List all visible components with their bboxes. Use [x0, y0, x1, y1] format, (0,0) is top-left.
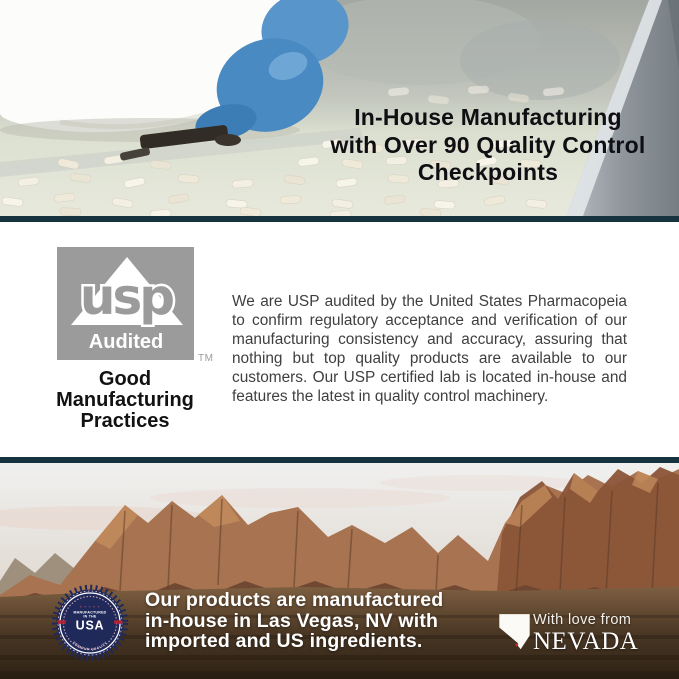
gmp-title	[35, 369, 215, 432]
las-vegas-section	[0, 463, 679, 679]
usp-description: We are USP audited by the United States Pharmacopeia to confirm regulatory acceptance and verification of our manufacturing consistency and accuracy, assuring that nothing but top quality products are available to our customers. Our USP certified lab is located in-house and features the latest in quality control machinery.	[232, 293, 627, 405]
made-in-usa-badge	[51, 584, 129, 662]
headline-line-2: with Over 90 Quality Control	[330, 131, 646, 158]
headline-line-1: In-House Manufacturing	[354, 104, 622, 130]
nevada-mark	[498, 613, 638, 654]
badge-top-line-1: MANUFACTURED	[73, 610, 107, 615]
nevada-text	[533, 613, 638, 654]
nevada-tagline: With love from	[533, 612, 632, 628]
nevada-state-icon	[498, 613, 531, 651]
headline	[312, 104, 664, 187]
gmp-line-2: Manufacturing	[56, 389, 194, 411]
manufacturing-photo-section	[0, 0, 679, 216]
trademark-symbol: TM	[198, 353, 214, 364]
gmp-line-3: Practices	[80, 410, 170, 432]
badge-top-line-2: IN THE	[83, 614, 97, 619]
usp-acronym: usp	[79, 268, 173, 326]
usp-audited-label: Audited	[88, 331, 164, 353]
badge-stars-icon: ★ ★ ★ ★ ★	[79, 605, 101, 609]
message-line-2: in-house in Las Vegas, NV with	[145, 609, 439, 632]
usp-audited-section	[0, 222, 679, 457]
gmp-line-1: Good	[98, 368, 152, 390]
badge-bottom-arc: PREMIUM QUALITY	[71, 640, 109, 652]
manufacturing-message	[145, 590, 443, 652]
message-line-1: Our products are manufactured	[145, 589, 444, 611]
badge-usa-label: USA	[75, 618, 105, 633]
nevada-name: NEVADA	[533, 628, 639, 655]
usp-audited-logo	[57, 247, 194, 360]
heart-icon: ♥	[514, 642, 519, 650]
headline-line-3: Checkpoints	[417, 159, 559, 185]
message-line-3: imported and US ingredients.	[145, 630, 423, 653]
